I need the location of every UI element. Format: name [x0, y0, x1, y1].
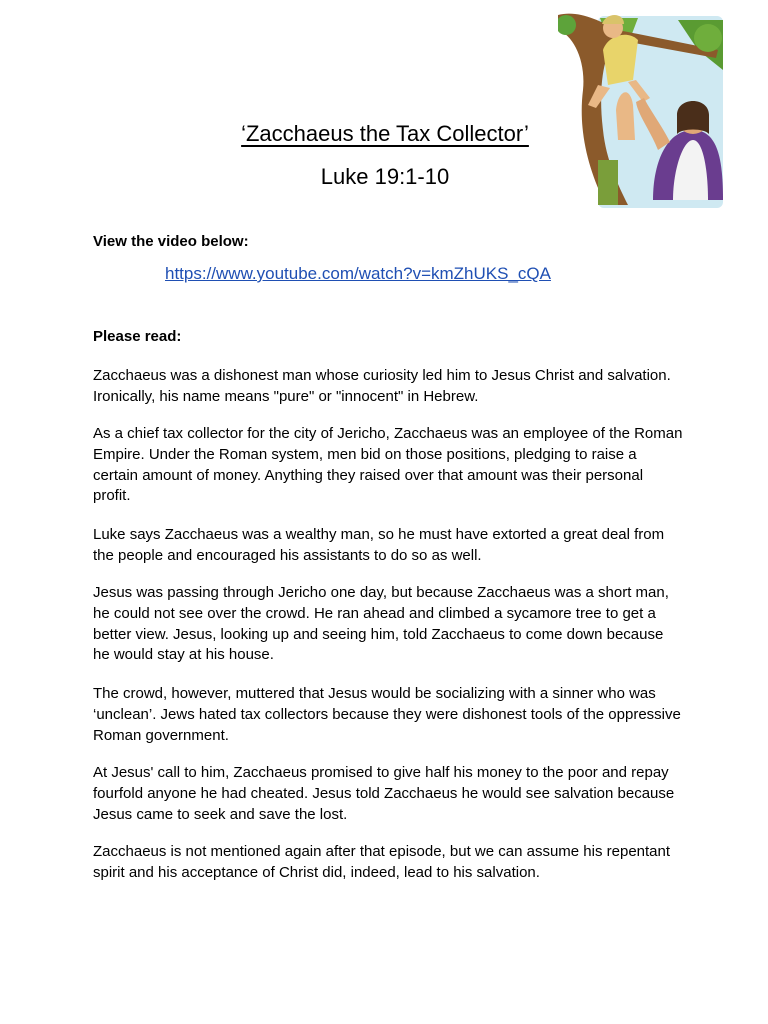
video-label: View the video below: [93, 233, 249, 250]
paragraph-6: At Jesus' call to him, Zacchaeus promised to give half his money to the poor and repay fourfold anyone he had cheated. Jesus told Zacchaeus he would see salvation because Jesus came to seek and save the lost. [93, 764, 675, 823]
paragraph-3: Luke says Zacchaeus was a wealthy man, so he must have extorted a great deal from the people and encouraged his assistants to do so as well. [93, 526, 665, 564]
paragraph-1: Zacchaeus was a dishonest man whose curiosity led him to Jesus Christ and salvation. Ironically, his name means "pure" or "innocent" in Hebrew. [93, 367, 671, 405]
document-title: ‘Zacchaeus the Tax Collector’ [241, 121, 529, 146]
paragraph-4: Jesus was passing through Jericho one day, but because Zacchaeus was a short man, he could not see over the crowd. He ran ahead and climbed a sycamore tree to get a better view. Jesus, looking up and seeing him, told Zacchaeus to come down because he would stay at his house. [93, 584, 669, 664]
paragraph-7: Zacchaeus is not mentioned again after that episode, but we can assume his repentant spirit and his acceptance of Christ did, indeed, lead to his salvation. [93, 843, 671, 881]
scripture-reference: Luke 19:1-10 [320, 164, 450, 189]
zacchaeus-tree-illustration [558, 10, 728, 214]
read-label: Please read: [93, 328, 182, 345]
paragraph-2: As a chief tax collector for the city of Jericho, Zacchaeus was an employee of the Roman Empire. Under the Roman system, men bid on those positions, pledging to raise a certain amount of money. Anything they raised over that amount was their personal profit. [93, 425, 683, 505]
youtube-video-link[interactable]: https://www.youtube.com/watch?v=kmZhUKS_cQA [165, 264, 551, 283]
paragraph-5: The crowd, however, muttered that Jesus would be socializing with a sinner who was ‘unclean’. Jews hated tax collectors because they were dishonest tools of the oppressive Roman government. [93, 685, 681, 744]
